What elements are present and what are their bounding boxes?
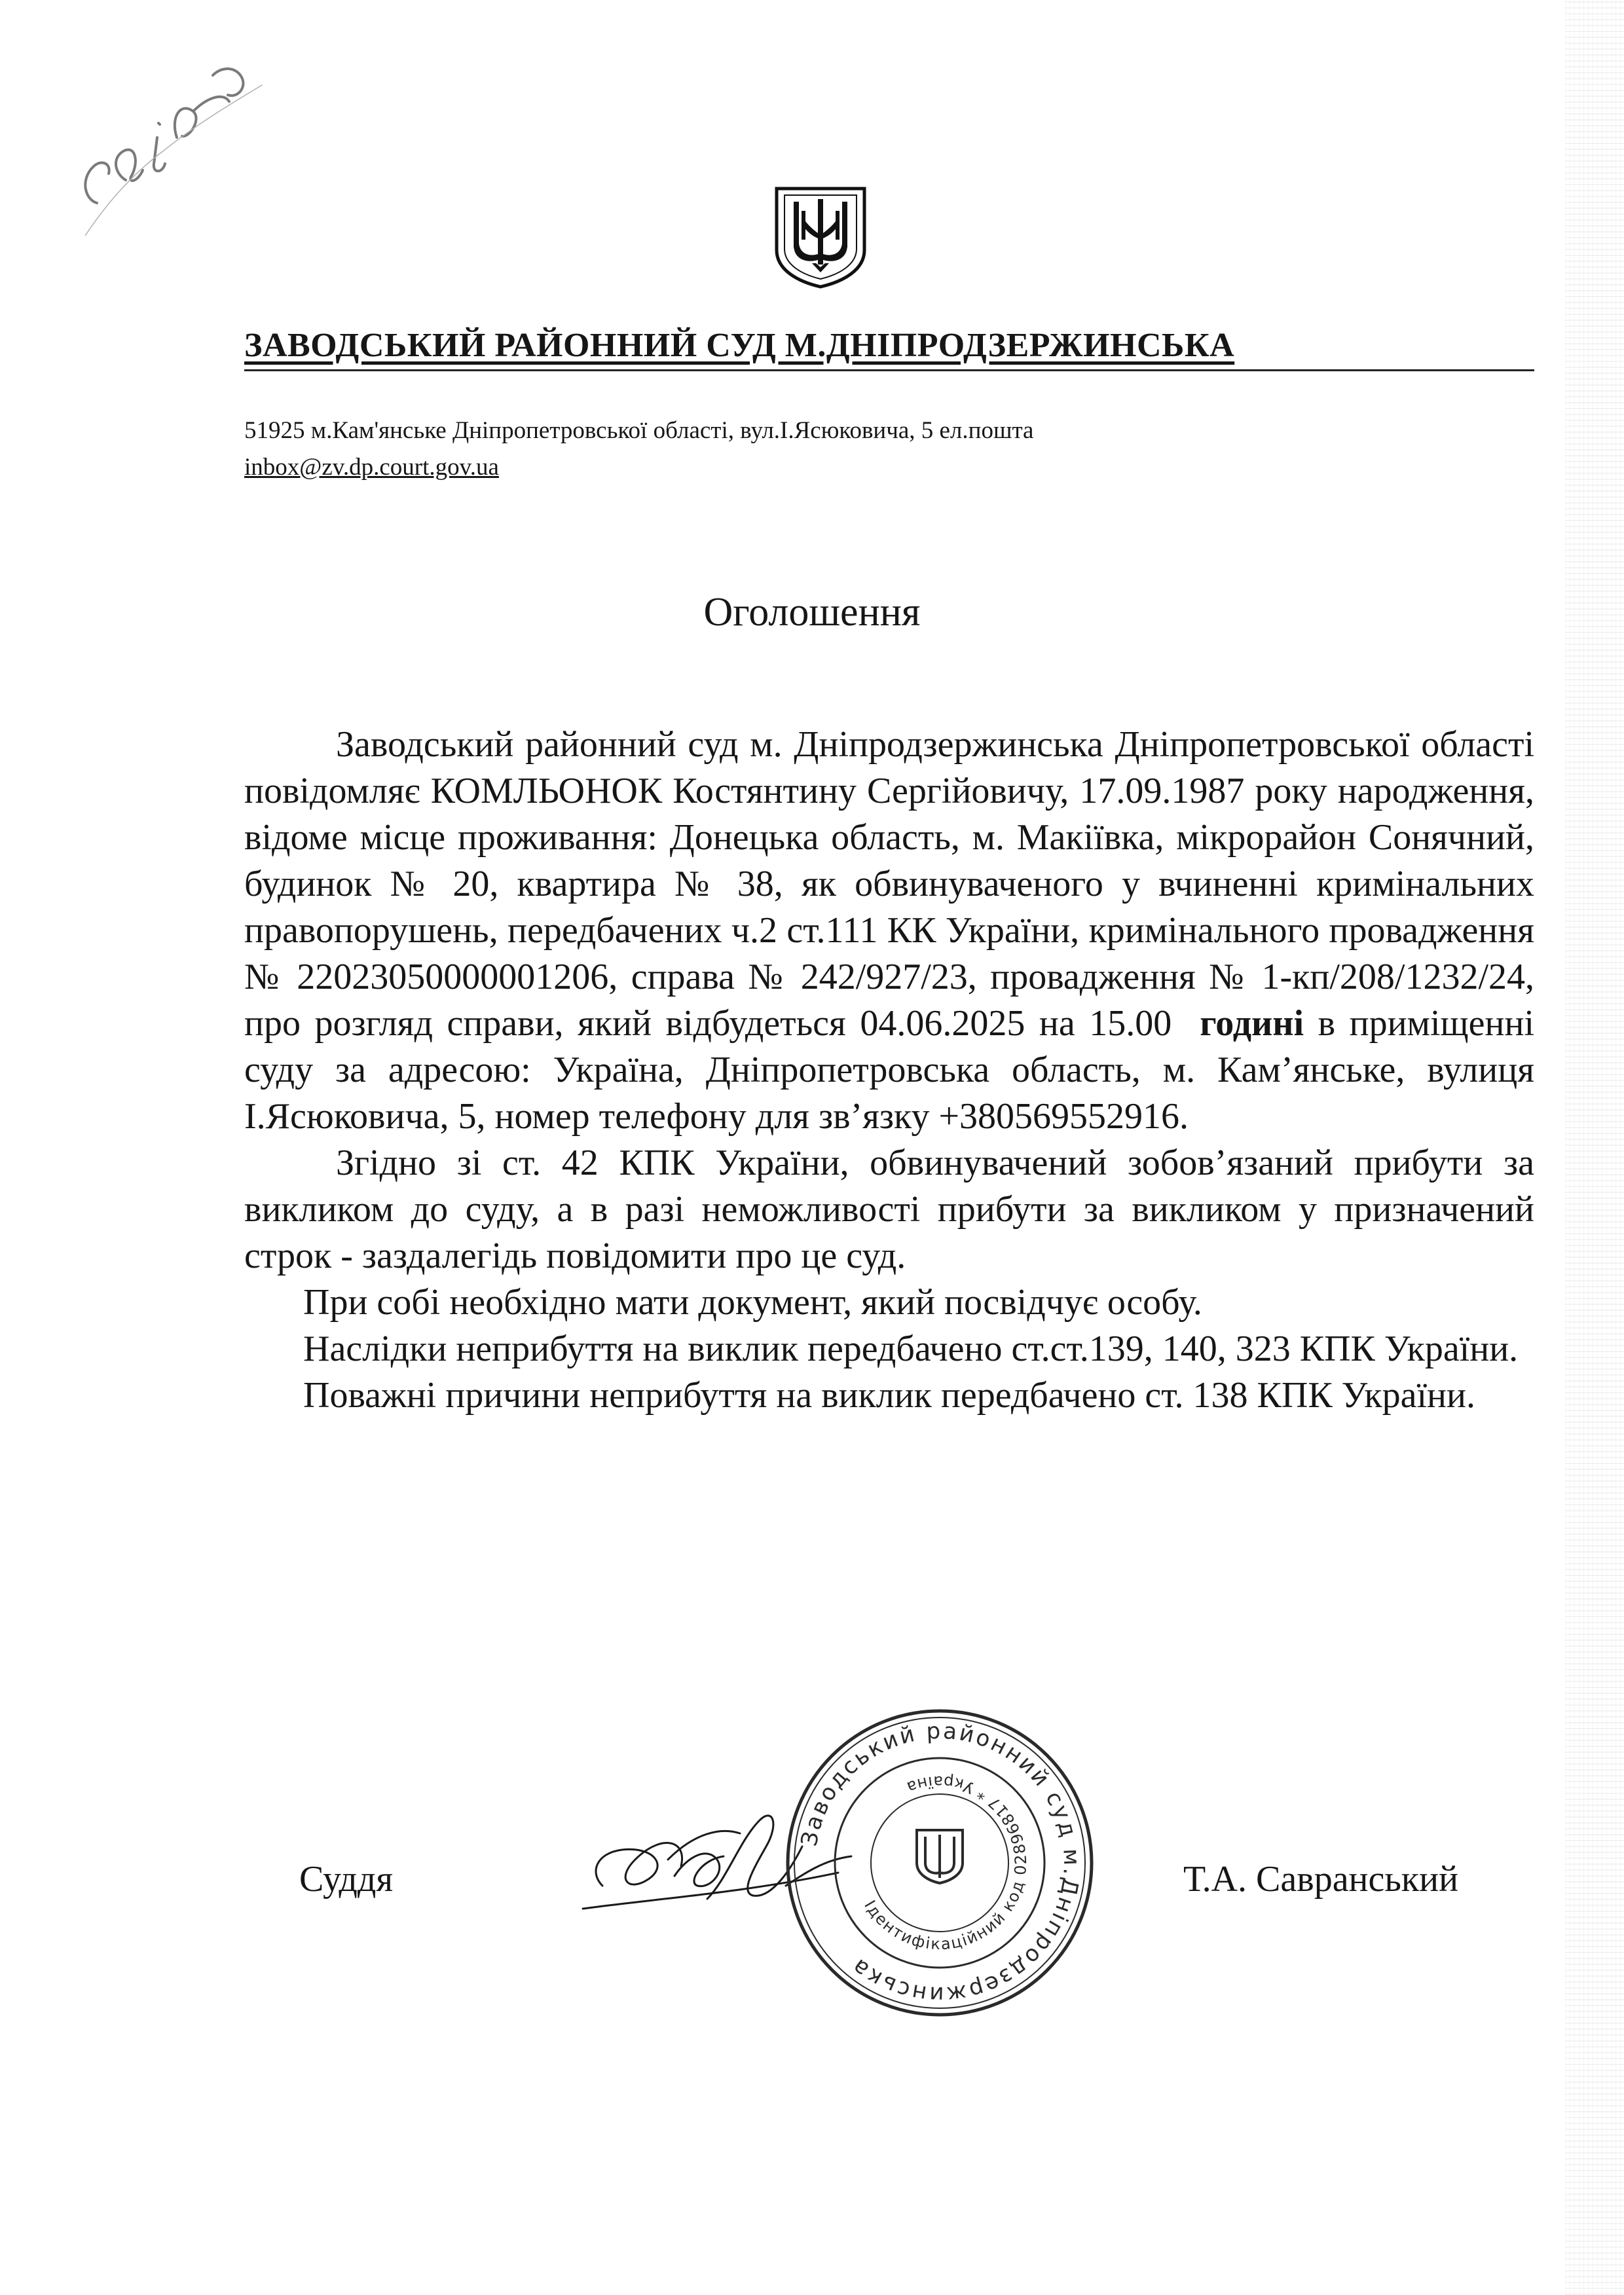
judge-title: Суддя (299, 1859, 394, 1900)
paragraph-1-text-b: в приміщенні суду за адресою: Україна, Дніпропетровська область, м. Кам’янське, вулиця І.Ясюковича, 5, номер телефону для зв’язку +380569552916. (244, 1003, 1535, 1137)
paragraph-3: При собі необхідно мати документ, який посвідчує особу. (303, 1282, 1202, 1323)
svg-text:Заводський районний суд м.Дніп: Заводський районний суд м.Дніпродзержинська (796, 1717, 1085, 2008)
announcement-body (244, 722, 1534, 1419)
court-address: 51925 м.Кам'янське Дніпропетровської області, вул.І.Ясюковича, 5 ел.пошта (244, 417, 1034, 444)
paragraph-1 (244, 722, 1534, 1140)
paragraph-1-text-a: Заводський районний суд м. Дніпродзержинська Дніпропетровської області повідомляє КОМЛЬОНОК Костянтину Сергійовичу, 17.09.1987 року народження, відоме місце проживання: Донецька область, м. Макіївка, мікрорайон Сонячний, будинок № 20, квартира № 38, як обвинуваченого у вчиненні кримінальних правопорушень, передбачених ч.2 ст.111 КК України, кримінального провадження № 22023050000001206, справа № 242/927/23, провадження № 1-кп/208/1232/24, про розгляд справи, який відбудеться 04.06.2025 на 15.00 (244, 724, 1534, 1044)
paragraph-4: Наслідки неприбуття на виклик передбачено ст.ст.139, 140, 323 КПК України. (303, 1329, 1519, 1369)
scan-edge-noise (1565, 0, 1624, 2295)
header-divider (244, 369, 1534, 371)
document-title: Оголошення (703, 590, 921, 634)
paragraph-1-bold: годині (1200, 1003, 1304, 1044)
judge-name: Т.А. Савранський (1183, 1859, 1459, 1900)
court-email-link[interactable]: inbox@zv.dp.court.gov.ua (244, 454, 499, 481)
paragraph-5: Поважні причини неприбуття на виклик передбачено ст. 138 КПК України. (303, 1375, 1475, 1416)
court-seal (779, 1702, 1100, 2023)
handwritten-note (65, 39, 282, 236)
svg-text:Ідентифікаційний код 02896817: Ідентифікаційний код 02896817 * Україна (860, 1772, 1031, 1954)
coat-of-arms-icon (771, 185, 870, 289)
court-name: ЗАВОДСЬКИЙ РАЙОННИЙ СУД М.ДНІПРОДЗЕРЖИНСЬКА (244, 327, 1235, 364)
paragraph-2: Згідно зі ст. 42 КПК України, обвинувачений зобов’язаний прибути за викликом до суду, а в разі неможливості прибути за викликом у призначений строк - заздалегідь повідомити про це суд. (244, 1143, 1534, 1276)
